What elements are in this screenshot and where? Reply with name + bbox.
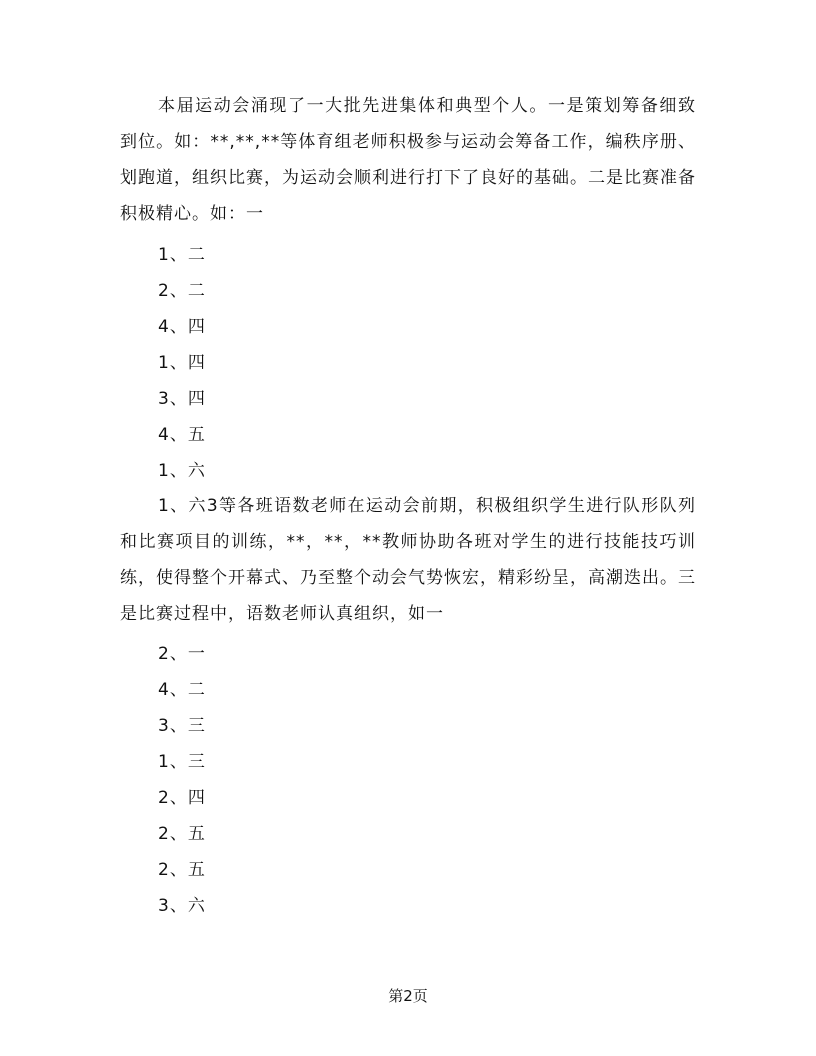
list-item: 3、六 <box>158 896 206 916</box>
list-item: 4、二 <box>158 680 206 700</box>
list-item: 1、四 <box>158 353 206 373</box>
list-item: 4、四 <box>158 317 206 337</box>
paragraph-training: 1、六3等各班语数老师在运动会前期，积极组织学生进行队形队列和比赛项目的训练，**，**，**教师协助各班对学生的进行技能技巧训练，使得整个开幕式、乃至整个动会气势恢宏，精彩纷呈，高潮迭出。三是比赛过程中，语数老师认真组织，如一 <box>120 496 696 624</box>
list-item: 3、四 <box>158 389 206 409</box>
paragraph-intro: 本届运动会涌现了一大批先进集体和典型个人。一是策划筹备细致到位。如：**,**,**等体育组老师积极参与运动会筹备工作，编秩序册、划跑道，组织比赛，为运动会顺利进行打下了良好的基础。二是比赛准备积极精心。如：一 <box>120 96 696 224</box>
list-item: 2、五 <box>158 824 206 844</box>
list-item: 1、三 <box>158 752 206 772</box>
list-item: 2、一 <box>158 644 206 664</box>
list-item: 1、二 <box>158 245 206 265</box>
class-list-competition <box>158 636 206 924</box>
class-list-preparation <box>158 237 206 489</box>
list-item: 2、四 <box>158 788 206 808</box>
list-item: 2、二 <box>158 281 206 301</box>
list-item: 1、六 <box>158 461 206 481</box>
list-item: 4、五 <box>158 425 206 445</box>
list-item: 3、三 <box>158 716 206 736</box>
list-item: 2、五 <box>158 860 206 880</box>
page-number: 第2页 <box>388 987 428 1005</box>
